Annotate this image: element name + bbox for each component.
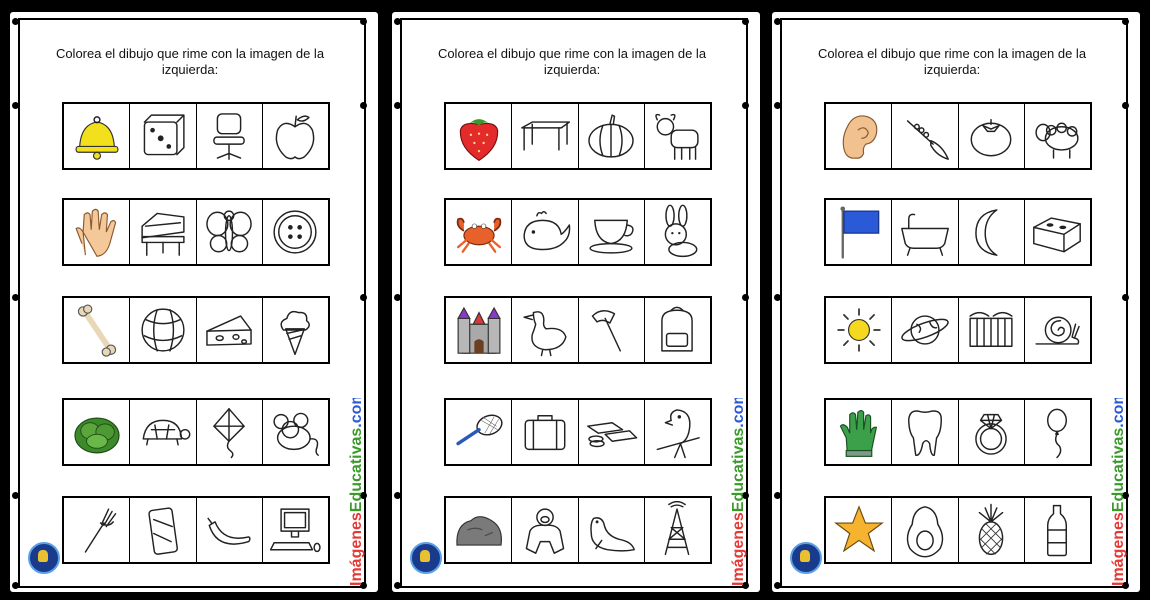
option-picture-cell[interactable] xyxy=(262,498,328,562)
ring-icon xyxy=(962,403,1020,461)
racket-icon xyxy=(450,403,508,461)
option-picture-cell[interactable] xyxy=(262,104,328,168)
option-picture-cell[interactable] xyxy=(196,400,262,464)
rhyme-row xyxy=(444,398,712,466)
cup-icon xyxy=(582,203,640,261)
svg-text:ImágenesEducativas.com xyxy=(1110,398,1127,586)
border-knob xyxy=(774,294,781,301)
bottle-icon xyxy=(1028,501,1086,559)
option-picture-cell[interactable] xyxy=(578,400,644,464)
rhyme-row xyxy=(62,198,330,266)
border-knob xyxy=(394,294,401,301)
watermark xyxy=(1108,398,1128,588)
option-picture-cell[interactable] xyxy=(511,400,577,464)
reference-picture-cell[interactable] xyxy=(826,200,891,264)
option-picture-cell[interactable] xyxy=(958,400,1024,464)
border-knob xyxy=(12,294,19,301)
border-knob xyxy=(774,492,781,499)
seal-icon xyxy=(582,501,640,559)
worksheet-1 xyxy=(10,12,378,592)
rhyme-row xyxy=(444,198,712,266)
option-picture-cell[interactable] xyxy=(511,298,577,362)
gorilla-icon xyxy=(516,501,574,559)
chair-icon xyxy=(200,107,258,165)
mouse-icon xyxy=(266,403,324,461)
option-picture-cell[interactable] xyxy=(958,104,1024,168)
option-picture-cell[interactable] xyxy=(129,298,195,362)
option-picture-cell[interactable] xyxy=(891,104,957,168)
option-picture-cell[interactable] xyxy=(129,200,195,264)
rock-icon xyxy=(450,501,508,559)
trumpet-icon xyxy=(896,107,954,165)
option-picture-cell[interactable] xyxy=(1024,400,1090,464)
kite-icon xyxy=(200,403,258,461)
border-knob xyxy=(394,492,401,499)
rhyme-row xyxy=(62,296,330,364)
option-picture-cell[interactable] xyxy=(891,200,957,264)
snail-icon xyxy=(1028,301,1086,359)
star-icon xyxy=(830,501,888,559)
reference-picture-cell[interactable] xyxy=(826,400,891,464)
option-picture-cell[interactable] xyxy=(891,298,957,362)
reference-picture-cell[interactable] xyxy=(64,498,129,562)
svg-text:ImágenesEducativas.com xyxy=(730,398,747,586)
bone-icon xyxy=(68,301,126,359)
option-picture-cell[interactable] xyxy=(196,498,262,562)
strawberry-icon xyxy=(450,107,508,165)
reference-picture-cell[interactable] xyxy=(64,298,129,362)
option-picture-cell[interactable] xyxy=(644,200,710,264)
instruction-text: Colorea el dibujo que rime con la imagen de la izquierda: xyxy=(55,46,325,77)
border-knob xyxy=(1122,18,1129,25)
rhyme-row xyxy=(824,102,1092,170)
watermark xyxy=(346,398,366,588)
watermark-part-1: Imágenes xyxy=(348,512,365,586)
svg-text:ImágenesEducativas.com xyxy=(348,398,365,586)
option-picture-cell[interactable] xyxy=(196,298,262,362)
border-knob xyxy=(742,18,749,25)
border-knob xyxy=(12,492,19,499)
reference-picture-cell[interactable] xyxy=(826,498,891,562)
option-picture-cell[interactable] xyxy=(578,498,644,562)
border-knob xyxy=(394,582,401,589)
whale-icon xyxy=(516,203,574,261)
button-icon xyxy=(266,203,324,261)
option-picture-cell[interactable] xyxy=(262,400,328,464)
rhyme-row xyxy=(824,198,1092,266)
option-picture-cell[interactable] xyxy=(129,498,195,562)
border-knob xyxy=(12,582,19,589)
instruction-text: Colorea el dibujo que rime con la imagen de la izquierda: xyxy=(817,46,1087,77)
reference-picture-cell[interactable] xyxy=(446,104,511,168)
option-picture-cell[interactable] xyxy=(644,298,710,362)
reference-picture-cell[interactable] xyxy=(446,498,511,562)
option-picture-cell[interactable] xyxy=(511,498,577,562)
option-picture-cell[interactable] xyxy=(578,200,644,264)
butterfly-icon xyxy=(200,203,258,261)
rhyme-row xyxy=(824,296,1092,364)
table-icon xyxy=(516,107,574,165)
reference-picture-cell[interactable] xyxy=(64,400,129,464)
cheese-icon xyxy=(200,301,258,359)
border-knob xyxy=(742,294,749,301)
bathtub-icon xyxy=(896,203,954,261)
option-picture-cell[interactable] xyxy=(644,104,710,168)
piano-icon xyxy=(134,203,192,261)
option-picture-cell[interactable] xyxy=(644,498,710,562)
option-picture-cell[interactable] xyxy=(958,200,1024,264)
reference-picture-cell[interactable] xyxy=(64,104,129,168)
brick-icon xyxy=(1028,203,1086,261)
option-picture-cell[interactable] xyxy=(262,200,328,264)
watermark-part-2: Educativas xyxy=(1110,427,1127,513)
backpack-icon xyxy=(648,301,706,359)
hand-icon xyxy=(68,203,126,261)
border-knob xyxy=(774,102,781,109)
option-picture-cell[interactable] xyxy=(958,498,1024,562)
reference-picture-cell[interactable] xyxy=(64,200,129,264)
money-icon xyxy=(582,403,640,461)
option-picture-cell[interactable] xyxy=(129,104,195,168)
option-picture-cell[interactable] xyxy=(1024,200,1090,264)
site-logo xyxy=(28,542,60,574)
tomato-icon xyxy=(962,107,1020,165)
glove-icon xyxy=(830,403,888,461)
border-knob xyxy=(1122,294,1129,301)
option-picture-cell[interactable] xyxy=(1024,104,1090,168)
reference-picture-cell[interactable] xyxy=(446,400,511,464)
flag-icon xyxy=(830,203,888,261)
option-picture-cell[interactable] xyxy=(644,400,710,464)
border-knob xyxy=(360,18,367,25)
suitcase-icon xyxy=(516,403,574,461)
site-logo xyxy=(790,542,822,574)
option-picture-cell[interactable] xyxy=(578,298,644,362)
sun-icon xyxy=(830,301,888,359)
reference-picture-cell[interactable] xyxy=(826,104,891,168)
can-icon xyxy=(134,501,192,559)
avocado-icon xyxy=(896,501,954,559)
option-picture-cell[interactable] xyxy=(196,104,262,168)
planet-icon xyxy=(896,301,954,359)
lettuce-icon xyxy=(68,403,126,461)
border-knob xyxy=(12,18,19,25)
watermark-part-1: Imágenes xyxy=(730,512,747,586)
castle-icon xyxy=(450,301,508,359)
balloon-icon xyxy=(1028,403,1086,461)
border-knob xyxy=(12,102,19,109)
option-picture-cell[interactable] xyxy=(511,200,577,264)
option-picture-cell[interactable] xyxy=(578,104,644,168)
watermark-part-3: .com xyxy=(348,398,365,428)
option-picture-cell[interactable] xyxy=(891,400,957,464)
border-knob xyxy=(774,18,781,25)
rhyme-row xyxy=(444,496,712,564)
bell-icon xyxy=(68,107,126,165)
rhyme-row xyxy=(444,296,712,364)
watermark-part-1: Imágenes xyxy=(1110,512,1127,586)
option-picture-cell[interactable] xyxy=(958,298,1024,362)
rhyme-row xyxy=(824,398,1092,466)
border-knob xyxy=(394,18,401,25)
rhyme-row xyxy=(62,102,330,170)
tower-icon xyxy=(648,501,706,559)
ice-cream-icon xyxy=(266,301,324,359)
dice-icon xyxy=(134,107,192,165)
ball-icon xyxy=(134,301,192,359)
fork-icon xyxy=(68,501,126,559)
pineapple-icon xyxy=(962,501,1020,559)
watermark-part-2: Educativas xyxy=(730,427,747,513)
watermark-part-2: Educativas xyxy=(348,427,365,513)
option-picture-cell[interactable] xyxy=(1024,298,1090,362)
option-picture-cell[interactable] xyxy=(196,200,262,264)
border-knob xyxy=(360,294,367,301)
rhyme-row xyxy=(62,398,330,466)
moon-icon xyxy=(962,203,1020,261)
worksheet-2 xyxy=(392,12,760,592)
duck-icon xyxy=(516,301,574,359)
border-knob xyxy=(394,102,401,109)
border-knob xyxy=(1122,102,1129,109)
option-picture-cell[interactable] xyxy=(1024,498,1090,562)
turtle-icon xyxy=(134,403,192,461)
watermark xyxy=(728,398,748,588)
reference-picture-cell[interactable] xyxy=(446,298,511,362)
rabbit-icon xyxy=(648,203,706,261)
hammer-icon xyxy=(582,301,640,359)
instruction-text: Colorea el dibujo que rime con la imagen de la izquierda: xyxy=(437,46,707,77)
parrot-icon xyxy=(648,403,706,461)
border-knob xyxy=(742,102,749,109)
option-picture-cell[interactable] xyxy=(511,104,577,168)
crib-icon xyxy=(962,301,1020,359)
option-picture-cell[interactable] xyxy=(262,298,328,362)
crab-icon xyxy=(450,203,508,261)
site-logo xyxy=(410,542,442,574)
option-picture-cell[interactable] xyxy=(129,400,195,464)
computer-icon xyxy=(266,501,324,559)
pumpkin-icon xyxy=(582,107,640,165)
banana-icon xyxy=(200,501,258,559)
option-picture-cell[interactable] xyxy=(891,498,957,562)
border-knob xyxy=(360,102,367,109)
tooth-icon xyxy=(896,403,954,461)
rhyme-row xyxy=(444,102,712,170)
rhyme-row xyxy=(824,496,1092,564)
border-knob xyxy=(774,582,781,589)
watermark-part-3: .com xyxy=(1110,398,1127,428)
apple-icon xyxy=(266,107,324,165)
reference-picture-cell[interactable] xyxy=(826,298,891,362)
ear-icon xyxy=(830,107,888,165)
bull-icon xyxy=(648,107,706,165)
rhyme-row xyxy=(62,496,330,564)
watermark-part-3: .com xyxy=(730,398,747,428)
reference-picture-cell[interactable] xyxy=(446,200,511,264)
sheep-icon xyxy=(1028,107,1086,165)
worksheet-3 xyxy=(772,12,1140,592)
